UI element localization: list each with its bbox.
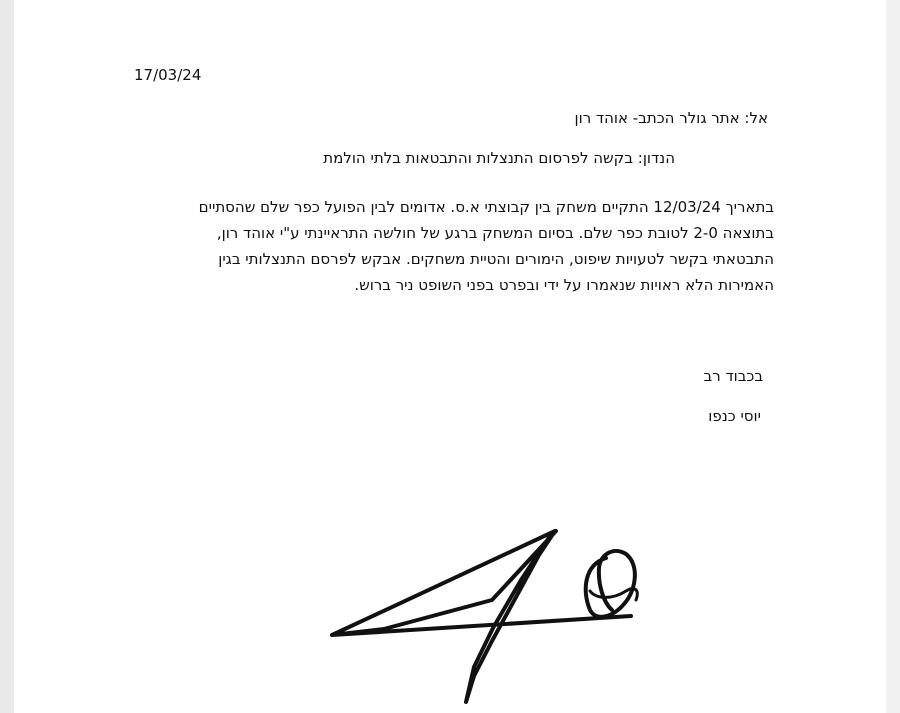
body-line-3: התבטאתי בקשר לטעויות שיפוט, הימורים והטיית משחקים. אבקש לפרסם התנצלותי בגין bbox=[218, 250, 774, 268]
recipient-line: אל: אתר גולר הכתב- אוהד רון bbox=[574, 109, 768, 127]
body-line-4: האמירות הלא ראויות שנאמרו על ידי ובפרט בפני השופט ניר ברוש. bbox=[354, 276, 774, 294]
subject-line: הנדון: בקשה לפרסום התנצלות והתבטאות בלתי הולמת bbox=[323, 149, 675, 167]
body-line-1: בתאריך 12/03/24 התקיים משחק בין קבוצתי א.ס. אדומים לבין הפועל כפר שלם שהסתיים bbox=[198, 198, 774, 216]
letter-body bbox=[84, 194, 774, 298]
signer-name: יוסי כנפו bbox=[708, 407, 761, 425]
signature-stroke-loop bbox=[586, 551, 635, 617]
body-line-2: בתוצאה 2-0 לטובת כפר שלם. בסיום המשחק ברגע של חולשה התראיינתי ע"י אוהד רון, bbox=[216, 224, 774, 242]
closing-line: בכבוד רב bbox=[703, 367, 763, 385]
handwritten-signature bbox=[320, 505, 670, 710]
page-edge bbox=[886, 0, 900, 713]
signature-stroke-main bbox=[332, 531, 631, 702]
letter-date: 17/03/24 bbox=[134, 66, 202, 84]
